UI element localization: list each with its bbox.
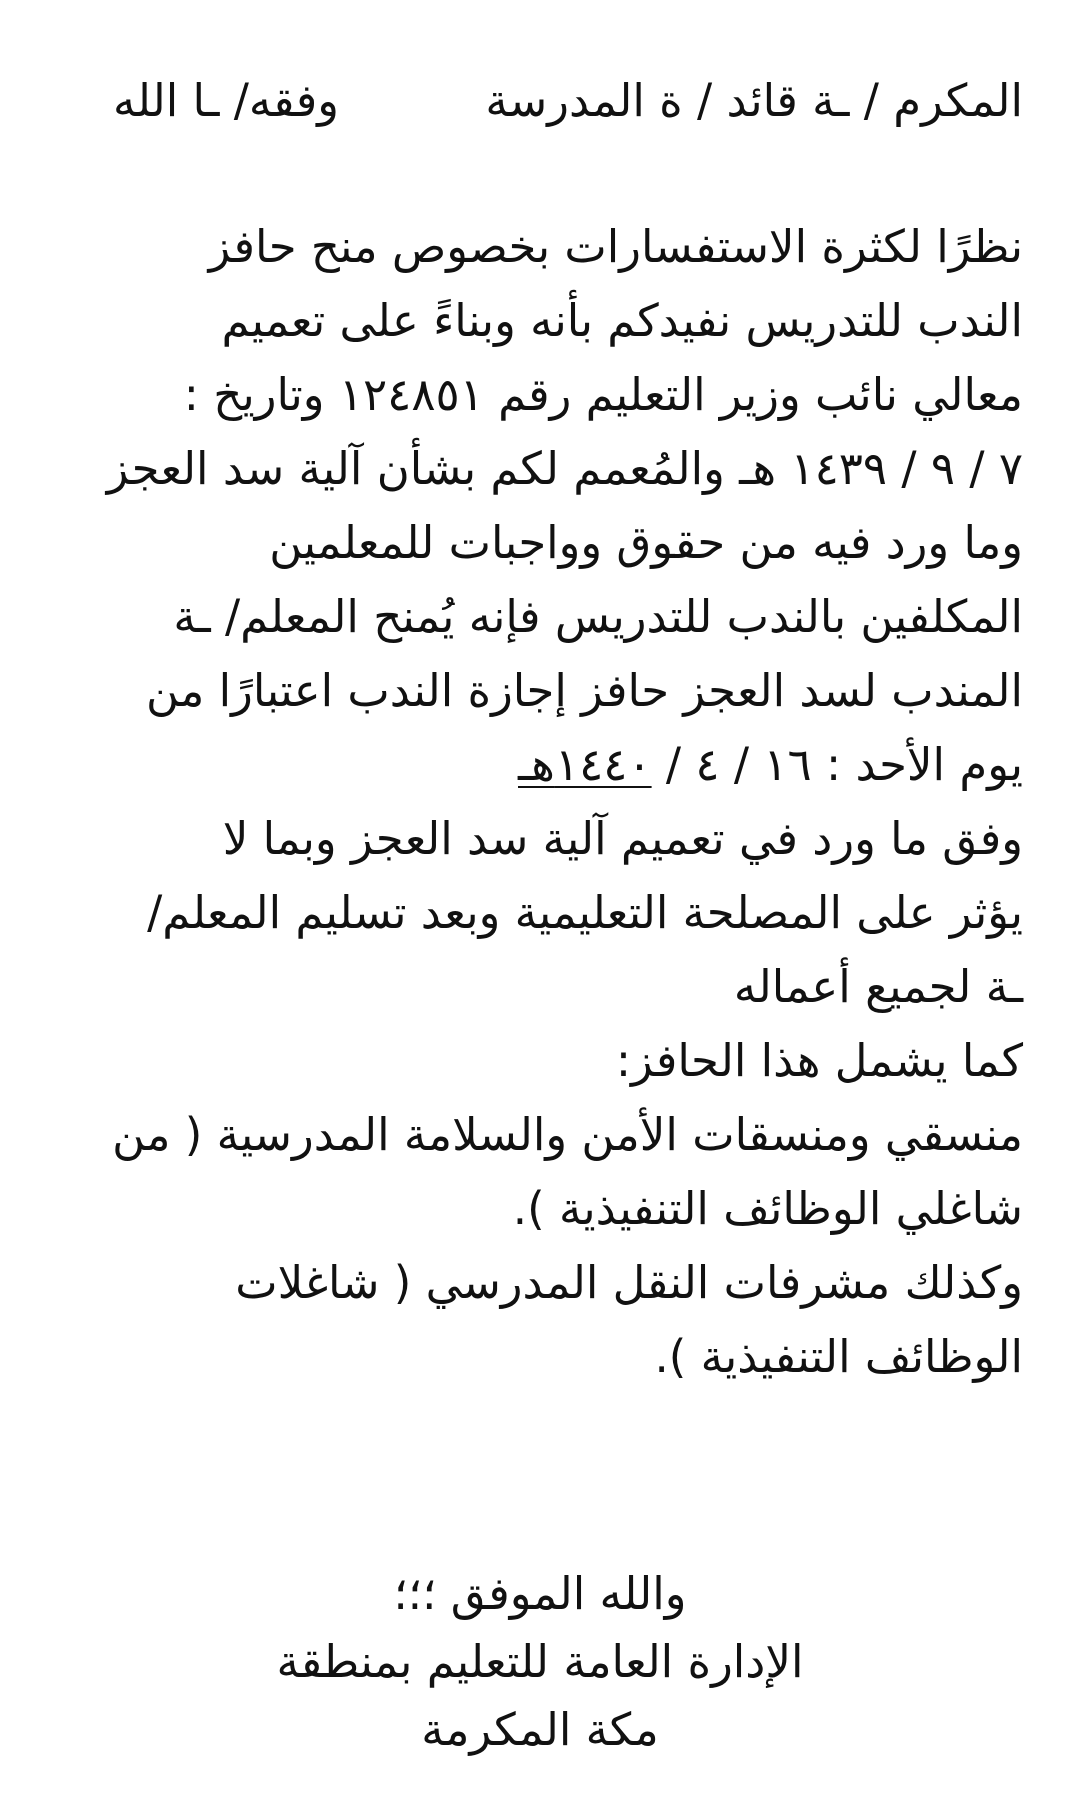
effective-date-line [40,728,1023,802]
body-line: وما ورد فيه من حقوق وواجبات للمعلمين [269,516,1023,569]
body-line: ـة لجميع أعماله [733,960,1023,1013]
body-line: يؤثر على المصلحة التعليمية وبعد تسليم المعلم/ [147,886,1023,939]
body-line: المكلفين بالندب للتدريس فإنه يُمنح المعلم/ ـة [173,590,1023,643]
issuer-department: الإدارة العامة للتعليم بمنطقة [276,1635,804,1688]
body-line: وفق ما ورد في تعميم آلية سد العجز وبما لا [222,812,1023,865]
body-line: الندب للتدريس نفيدكم بأنه وبناءً على تعميم [221,294,1023,347]
issuer-region: مكة المكرمة [421,1703,659,1756]
body-line: الوظائف التنفيذية ). [654,1330,1023,1383]
effective-date-prefix: يوم الأحد : ١٦ / ٤ / [651,738,1023,791]
body-line: كما يشمل هذا الحافز: [615,1034,1023,1087]
body-line: وكذلك مشرفات النقل المدرسي ( شاغلات [235,1256,1023,1309]
effective-date-year: ١٤٤٠هـ [518,738,652,791]
body-line: منسقي ومنسقات الأمن والسلامة المدرسية ( من [112,1108,1023,1161]
body-line: المندب لسد العجز حافز إجازة الندب اعتبارًا من [146,664,1023,717]
letter-body [40,210,1023,1394]
closing-signature [0,1560,1080,1764]
body-line: معالي نائب وزير التعليم رقم ١٢٤٨٥١ وتاريخ : [183,368,1023,421]
body-line: ٧ / ٩ / ١٤٣٩ هـ والمُعمم لكم بشأن آلية سد العجز [106,442,1023,495]
greeting-text: وفقه/ ـا الله [113,74,340,127]
salutation-line [40,66,1023,136]
body-line: شاغلي الوظائف التنفيذية ). [512,1182,1023,1235]
body-line: نظرًا لكثرة الاستفسارات بخصوص منح حافز [208,220,1023,273]
closing-phrase: والله الموفق ؛؛؛ [393,1567,687,1620]
addressee-text: المكرم / ـة قائد / ة المدرسة [485,74,1023,127]
